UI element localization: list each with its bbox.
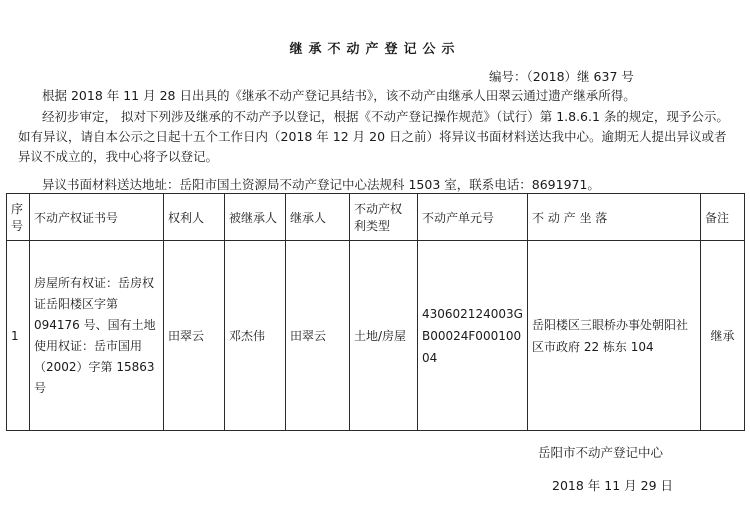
issue-date: 2018 年 11 月 29 日 [552, 478, 673, 493]
table-row [7, 241, 745, 431]
table-header-row [7, 194, 745, 241]
notice-title: 继承不动产登记公示 [289, 42, 461, 57]
paragraph-objection-address: 异议书面材料送达地址：岳阳市国土资源局不动产登记中心法规科 1503 室，联系电话：8691971。 [42, 177, 600, 192]
header-heir: 继承人 [286, 194, 350, 241]
header-location: 不 动 产 坐 落 [528, 194, 701, 241]
paragraph-review: 经初步审定， 拟对下列涉及继承的不动产予以登记，根据《不动产登记操作规范》（试行）第 1.8.6.1 条的规定，现予公示。如有异议，请自本公示之日起十五个工作日内（2018 年 12 月 20 日之前）将异议书面材料送达我中心。逾期无人提出异议或者异议不成立的，我中心将予以登记。 [18, 109, 729, 164]
header-unit: 不动产单元号 [418, 194, 528, 241]
header-type: 不动产权利类型 [350, 194, 418, 241]
cell-note: 继承 [701, 241, 745, 431]
header-cert: 不动产权证书号 [30, 194, 164, 241]
cell-type: 土地/房屋 [350, 241, 418, 431]
cell-cert: 房屋所有权证：岳房权证岳阳楼区字第 094176 号、国有土地使用权证：岳市国用（2002）字第 15863 号 [30, 241, 164, 431]
cell-owner: 田翠云 [164, 241, 225, 431]
cell-heir: 田翠云 [286, 241, 350, 431]
cell-unit: 430602124003GB00024F00010004 [418, 241, 528, 431]
cell-location: 岳阳楼区三眼桥办事处朝阳社区市政府 22 栋东 104 [528, 241, 701, 431]
header-seq: 序号 [7, 194, 30, 241]
cell-deceased: 邓杰伟 [225, 241, 286, 431]
paragraph-basis: 根据 2018 年 11 月 28 日出具的《继承不动产登记具结书》，该不动产由继承人田翠云通过遗产继承所得。 [42, 88, 636, 103]
document-number: 编号：（2018）继 637 号 [489, 69, 634, 84]
header-note: 备注 [701, 194, 745, 241]
registration-table [6, 193, 745, 431]
header-owner: 权利人 [164, 194, 225, 241]
issuer-name: 岳阳市不动产登记中心 [538, 445, 664, 460]
cell-seq: 1 [7, 241, 30, 431]
header-deceased: 被继承人 [225, 194, 286, 241]
